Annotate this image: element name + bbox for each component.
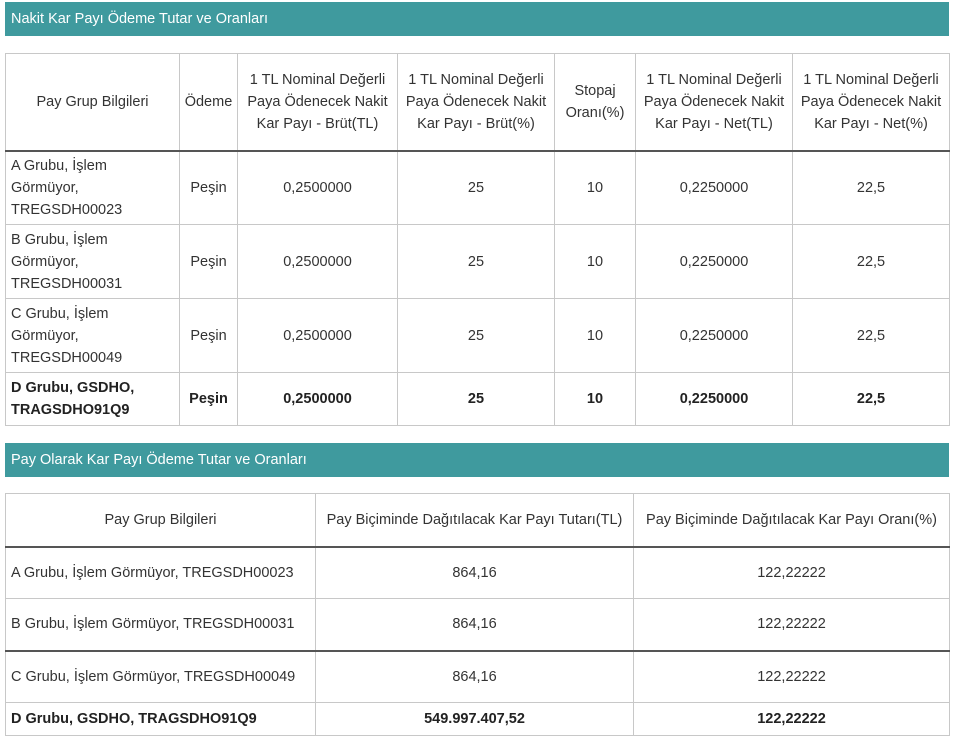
column-header-gross-pct: 1 TL Nominal Değerli Paya Ödenecek Nakit Kar Payı - Brüt(%) (398, 54, 555, 151)
gross-pct-cell: 25 (398, 151, 555, 225)
column-header-group: Pay Grup Bilgileri (6, 494, 316, 547)
share-dividend-table (5, 493, 950, 736)
payment-cell: Peşin (180, 299, 238, 373)
group-cell: B Grubu, İşlem Görmüyor, TREGSDH00031 (6, 225, 180, 299)
table-row (6, 151, 950, 225)
table-header-row (6, 494, 950, 547)
net-pct-cell: 22,5 (793, 373, 950, 426)
payment-cell: Peşin (180, 151, 238, 225)
column-header-amount: Pay Biçiminde Dağıtılacak Kar Payı Tutarı(TL) (316, 494, 634, 547)
cash-dividend-table (5, 53, 950, 426)
table-header-row (6, 54, 950, 151)
gross-tl-cell: 0,2500000 (238, 373, 398, 426)
gross-pct-cell: 25 (398, 225, 555, 299)
gross-tl-cell: 0,2500000 (238, 151, 398, 225)
amount-cell: 549.997.407,52 (316, 703, 634, 736)
rate-cell: 122,22222 (634, 703, 950, 736)
group-cell: D Grubu, GSDHO, TRAGSDHO91Q9 (6, 703, 316, 736)
withholding-cell: 10 (555, 299, 636, 373)
net-pct-cell: 22,5 (793, 225, 950, 299)
table-row-highlighted (6, 373, 950, 426)
column-header-net-tl: 1 TL Nominal Değerli Paya Ödenecek Nakit Kar Payı - Net(TL) (636, 54, 793, 151)
group-cell: C Grubu, İşlem Görmüyor, TREGSDH00049 (6, 299, 180, 373)
column-header-net-pct: 1 TL Nominal Değerli Paya Ödenecek Nakit Kar Payı - Net(%) (793, 54, 950, 151)
rate-cell: 122,22222 (634, 547, 950, 599)
table-row-highlighted (6, 703, 950, 736)
amount-cell: 864,16 (316, 651, 634, 703)
cash-dividend-section-title: Nakit Kar Payı Ödeme Tutar ve Oranları (5, 2, 949, 36)
table-row (6, 547, 950, 599)
withholding-cell: 10 (555, 225, 636, 299)
withholding-cell: 10 (555, 151, 636, 225)
column-header-withholding: Stopaj Oranı(%) (555, 54, 636, 151)
rate-cell: 122,22222 (634, 599, 950, 651)
net-tl-cell: 0,2250000 (636, 373, 793, 426)
column-header-payment: Ödeme (180, 54, 238, 151)
gross-pct-cell: 25 (398, 373, 555, 426)
gross-pct-cell: 25 (398, 299, 555, 373)
amount-cell: 864,16 (316, 599, 634, 651)
net-tl-cell: 0,2250000 (636, 299, 793, 373)
net-tl-cell: 0,2250000 (636, 151, 793, 225)
withholding-cell: 10 (555, 373, 636, 426)
table-row (6, 299, 950, 373)
table-row (6, 225, 950, 299)
column-header-rate: Pay Biçiminde Dağıtılacak Kar Payı Oranı(%) (634, 494, 950, 547)
table-row (6, 599, 950, 651)
net-pct-cell: 22,5 (793, 299, 950, 373)
payment-cell: Peşin (180, 225, 238, 299)
table-row (6, 651, 950, 703)
amount-cell: 864,16 (316, 547, 634, 599)
gross-tl-cell: 0,2500000 (238, 225, 398, 299)
group-cell: C Grubu, İşlem Görmüyor, TREGSDH00049 (6, 651, 316, 703)
group-cell: A Grubu, İşlem Görmüyor, TREGSDH00023 (6, 151, 180, 225)
net-tl-cell: 0,2250000 (636, 225, 793, 299)
group-cell: B Grubu, İşlem Görmüyor, TREGSDH00031 (6, 599, 316, 651)
net-pct-cell: 22,5 (793, 151, 950, 225)
rate-cell: 122,22222 (634, 651, 950, 703)
group-cell: D Grubu, GSDHO, TRAGSDHO91Q9 (6, 373, 180, 426)
gross-tl-cell: 0,2500000 (238, 299, 398, 373)
column-header-group: Pay Grup Bilgileri (6, 54, 180, 151)
group-cell: A Grubu, İşlem Görmüyor, TREGSDH00023 (6, 547, 316, 599)
column-header-gross-tl: 1 TL Nominal Değerli Paya Ödenecek Nakit Kar Payı - Brüt(TL) (238, 54, 398, 151)
share-dividend-section-title: Pay Olarak Kar Payı Ödeme Tutar ve Oranları (5, 443, 949, 477)
payment-cell: Peşin (180, 373, 238, 426)
